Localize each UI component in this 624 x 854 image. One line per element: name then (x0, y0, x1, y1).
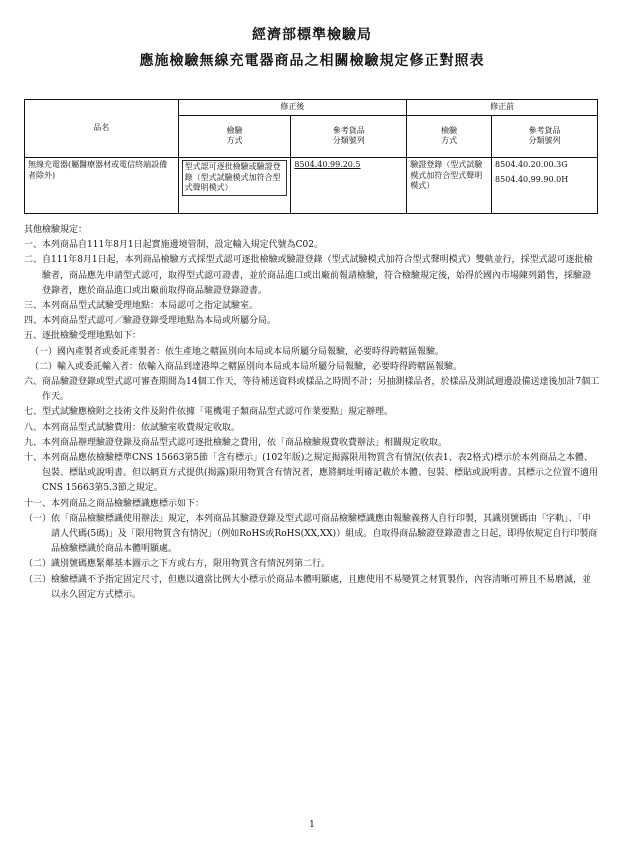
note-number: 五、 (24, 331, 43, 342)
note-text: 本列商品型式試驗費用：依試驗室收費規定收取。 (42, 422, 241, 433)
col-header-after: 修正後 (178, 100, 407, 116)
note-text: 本列商品自111年8月1日起實施邊境管制，設定輸入規定代號為C02。 (42, 240, 323, 251)
comparison-table (24, 99, 598, 214)
note-text: 本列商品之商品檢驗標識應標示如下： (51, 498, 205, 509)
note-text: 本列商品型式試驗受理地點：本局認可之指定試驗室。 (42, 301, 259, 312)
method-label-line2: 方式 (226, 136, 243, 146)
document-title: 應施檢驗無線充電器商品之相關檢驗規定修正對照表 (139, 53, 485, 69)
col-header-before-method (407, 115, 492, 157)
note-text: 國內產製者或委託產製者：依生產地之轄區別向本局或本局所屬分局報驗，必要時得跨轄區報驗。 (57, 346, 445, 357)
note-subitem (24, 512, 600, 558)
note-number: 九、 (24, 437, 43, 448)
ref-label-line1: 參考貨品 (528, 125, 561, 135)
method-label-line1: 檢驗 (441, 125, 458, 135)
note-item (24, 497, 600, 512)
agency-title: 經濟部標準檢驗局 (252, 27, 372, 43)
note-text: 型式試驗應檢附之技術文件及附件依據「電機電子類商品型式認可作業要點」規定辦理。 (42, 407, 394, 418)
col-header-before: 修正前 (407, 100, 598, 116)
note-item (24, 329, 600, 344)
note-number: 二、 (24, 255, 43, 266)
after-method-text: 型式認可逐批檢驗或驗證登錄（型式試驗模式加符合型式聲明模式） (182, 160, 288, 196)
note-number: 四、 (24, 316, 43, 327)
note-text: 本列商品應依檢驗標準CNS 15663第5節「含有標示」(102年版)之規定揭露限用物質含有情況(依表1、表2格式)標示於本列商品之本體、包裝、標貼或說明書。但以網頁方式提供(揭露)限用物質含有情況者，應將網址明確記載於本體、包裝、標貼或說明書。其標示之位置不適用CNS 15663第5.3節之規定。 (42, 453, 599, 494)
note-text: 輸入或委託輸入者：依輸入商品到達港埠之轄區別向本局或本局所屬分局報驗，必要時得跨轄區報驗。 (57, 361, 463, 372)
note-number: （一） (30, 346, 58, 357)
method-label-line2: 方式 (441, 136, 458, 146)
ref-label-line2: 分類號列 (332, 136, 365, 146)
note-number: 八、 (24, 422, 43, 433)
col-header-after-code (291, 115, 407, 157)
note-text: 檢驗標識不予指定固定尺寸，但應以適當比例大小標示於商品本體明顯處，且應使用不易變質之材質製作，內容清晰可辨且不易磨滅，並以永久固定方式標示。 (51, 574, 592, 600)
note-number: （三） (24, 574, 52, 585)
note-number: 六、 (24, 377, 43, 388)
note-item (24, 436, 600, 451)
note-item (24, 299, 600, 314)
note-item (24, 375, 600, 405)
col-header-before-code (492, 115, 598, 157)
note-text: 本列商品辦理驗證登錄及商品型式認可逐批檢驗之費用，依「商品檢驗規費收費辦法」相關規定收取。 (42, 437, 448, 448)
row-after-method (178, 157, 291, 213)
note-number: （二） (24, 559, 52, 570)
row-before-method: 驗證登錄（型式試驗模式加符合型式聲明模式） (407, 157, 492, 213)
note-number: 七、 (24, 407, 43, 418)
note-item (24, 451, 600, 497)
note-text: 逐批檢驗受理地點如下： (42, 331, 142, 342)
col-header-after-method (178, 115, 291, 157)
before-code-1: 8504.40.20.00.3G (495, 159, 568, 169)
note-subitem (24, 345, 600, 360)
page-number: 1 (309, 820, 315, 830)
col-header-name: 品名 (25, 100, 179, 158)
note-text: 自111年8月1日起，本列商品檢驗方式採型式認可逐批檢驗或驗證登錄（型式試驗模式加符合型式聲明模式）雙軌並行，採型式認可逐批檢驗者，商品應先申請型式認可，取得型式認可證書，並於商品進口或出廠前報請檢驗，符合檢驗規定後，始得於國內市場陳列銷售，採驗證登錄者，應於商品進口或出廠前取得商品驗證登錄證書。 (42, 255, 593, 296)
note-item (24, 405, 600, 420)
note-text: 依「商品檢驗標識使用辦法」規定，本列商品其驗證登錄及型式認可商品檢驗標識應由報驗義務人自行印製，其識別號碼由「字軌」、「申請人代碼(5碼)」及「限用物質含有情況」（例如RoHS或RoHS(XX,XX)）組成。自取得商品驗證登錄證書之日起，即得依規定自行印製商品檢驗標識於商品本體明顯處。 (51, 513, 598, 555)
note-text: 本列商品型式認可／驗證登錄受理地點為本局或所屬分局。 (42, 316, 277, 327)
after-code-text: 8504.40.99.20.5 (294, 159, 361, 169)
other-regulations (24, 223, 600, 823)
method-label-line1: 檢驗 (226, 125, 243, 135)
note-subitem (24, 360, 600, 375)
note-number: （二） (30, 361, 58, 372)
row-before-code (492, 157, 598, 213)
row-after-code (291, 157, 407, 213)
note-text: 商品驗證登錄或型式認可審查期間為14個工作天，等待補送資料或樣品之時間不計；另抽測樣品者，於樣品及測試週邊設備送達後加計7個工作天。 (42, 377, 600, 403)
before-code-2: 8504.40.99.90.0H (495, 174, 569, 184)
note-item (24, 314, 600, 329)
note-subitem (24, 573, 600, 603)
ref-label-line1: 參考貨品 (332, 125, 365, 135)
note-item (24, 238, 600, 253)
note-number: （一） (24, 513, 52, 524)
note-number: 一、 (24, 240, 43, 251)
note-item (24, 253, 600, 299)
note-text: 識別號碼應緊鄰基本圖示之下方或右方，限用物質含有情況列第二行。 (51, 559, 331, 570)
note-number: 十、 (24, 453, 43, 464)
row-product-name: 無線充電器(屬醫療器材或電信終端設備者除外) (25, 157, 179, 213)
note-subitem (24, 557, 600, 572)
notes-title: 其他檢驗規定： (24, 225, 88, 235)
note-number: 三、 (24, 301, 43, 312)
ref-label-line2: 分類號列 (528, 136, 561, 146)
note-number: 十一、 (24, 498, 52, 509)
note-item (24, 421, 600, 436)
